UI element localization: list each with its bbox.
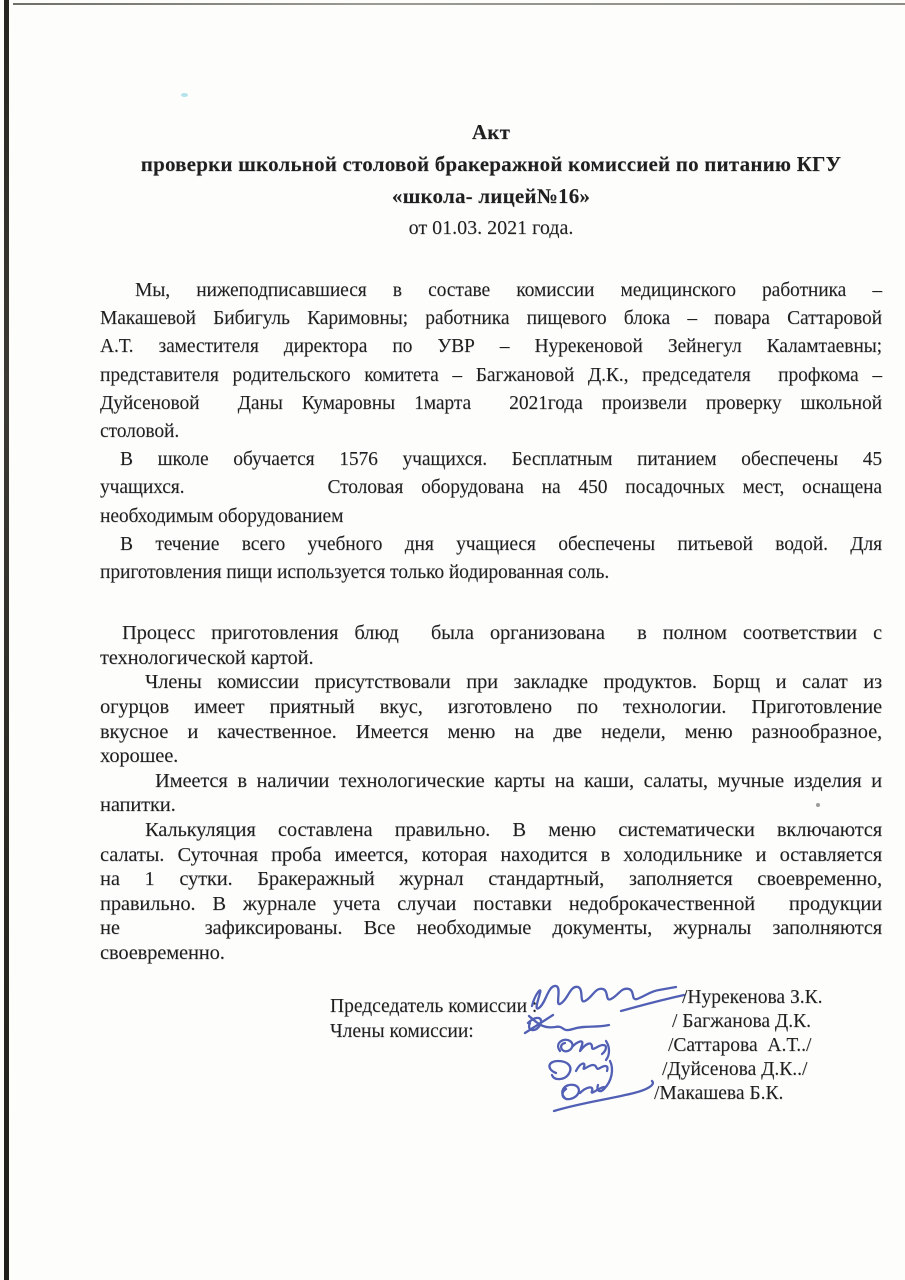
body-line: В школе обучается 1576 учащихся. Бесплатным питанием обеспечены 45 <box>120 449 882 471</box>
signature-makasheva-icon <box>554 1081 653 1111</box>
document-body <box>100 116 882 1156</box>
body-line: вкусное и качественное. Имеется меню на две недели, меню разнообразное, <box>100 720 882 743</box>
document-title-block <box>100 116 882 244</box>
body-line: хорошее. <box>100 745 179 768</box>
body-line: В течение всего учебного дня учащиеся обеспечены питьевой водой. Для <box>120 533 882 555</box>
signature-sattarova-icon <box>558 1039 609 1059</box>
body-line: необходимым оборудованием <box>100 505 344 527</box>
body-line: А.Т. заместителя директора по УВР – Нурекеновой Зейнегул Каламтаевны; <box>100 336 882 358</box>
title-line: «школа- лицей№16» <box>391 184 591 208</box>
signature-name: /Дуйсенова Д.К../ <box>662 1059 808 1081</box>
body-line: столовой. <box>100 421 180 443</box>
body-line: учащихся. Столовая оборудована на 450 посадочных мест, оснащена <box>100 477 882 499</box>
body-line: Имеется в наличии технологические карты на каши, салаты, мучные изделия и <box>155 769 882 792</box>
title-date-line: от 01.03. 2021 года. <box>408 217 574 239</box>
signature-name: /Саттарова А.Т../ <box>668 1034 812 1056</box>
body-line: не зафиксированы. Все необходимые документы, журналы заполняются <box>100 917 882 940</box>
chairman-label: Председатель комиссии : <box>330 995 538 1017</box>
body-line: приготовления пищи используется только йодированная соль. <box>100 562 610 584</box>
body-line: технологической картой. <box>100 646 314 669</box>
body-line: Мы, нижеподписавшиеся в составе комиссии медицинского работника – <box>135 280 882 301</box>
section-intro <box>100 277 882 587</box>
scan-top-line-artifact <box>13 3 905 5</box>
signature-block <box>100 986 882 1156</box>
signature-names <box>652 986 823 1107</box>
body-line: представителя родительского комитета – Багжановой Д.К., председателя профкома – <box>100 364 882 386</box>
members-label: Члены комиссии: <box>330 1020 474 1042</box>
title-line: проверки школьной столовой бракеражной комиссией по питанию КГУ <box>140 152 842 176</box>
signature-name: /Нурекенова З.К. <box>682 986 823 1008</box>
signature-labels <box>330 994 537 1044</box>
body-line: Макашевой Бибигуль Каримовны; работника пищевого блока – повара Саттаровой <box>100 308 882 330</box>
scan-speck-blue <box>181 93 188 97</box>
body-line: своевременно. <box>100 941 225 964</box>
section-findings <box>100 621 882 965</box>
signature-bagzhanova-icon <box>525 1015 609 1033</box>
body-line: Дуйсеновой Даны Кумаровны 1марта 2021года произвели проверку школьной <box>100 392 882 414</box>
body-line: салаты. Суточная проба имеется, которая находится в холодильнике и оставляется <box>100 843 882 866</box>
body-line: Процесс приготовления блюд была организована в полном соответствии с <box>122 622 882 645</box>
signature-name: /Макашева Б.К. <box>654 1083 784 1105</box>
body-line: Члены комиссии присутствовали при закладке продуктов. Борщ и салат из <box>145 671 882 694</box>
signature-name: / Багжанова Д.К. <box>672 1010 811 1032</box>
body-line: правильно. В журнале учета случаи поставки недоброкачественной продукции <box>100 892 882 915</box>
scan-left-edge-artifact <box>4 0 9 1280</box>
body-line: напитки. <box>100 794 176 817</box>
body-line: на 1 сутки. Бракеражный журнал стандартный, заполняется своевременно, <box>100 868 882 891</box>
body-line: огурцов имеет приятный вкус, изготовлено по технологии. Приготовление <box>100 696 882 719</box>
title-line: Акт <box>471 120 511 144</box>
body-line: Калькуляция составлена правильно. В меню систематически включаются <box>145 818 882 841</box>
